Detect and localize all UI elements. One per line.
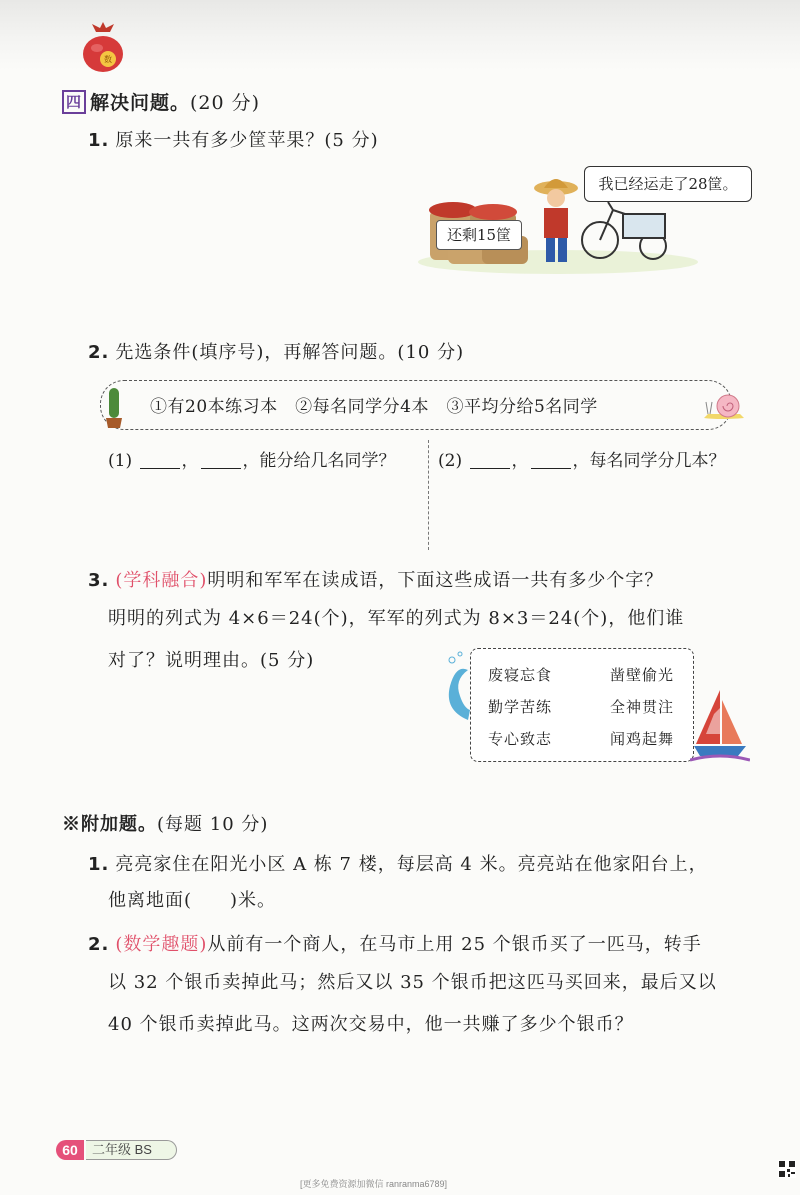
answer-blank[interactable] — [531, 450, 571, 469]
question-number: 2. — [88, 342, 110, 363]
divider — [428, 440, 429, 550]
question-1 — [88, 124, 379, 158]
extra-question-2 — [88, 928, 702, 962]
extra-title-text: ※附加题。 — [62, 814, 157, 835]
conditions-text: ①有20本练习本 ②每名同学分4本 ③平均分给5名同学 — [150, 397, 598, 417]
question-text: 原来一共有多少筐苹果？(5 分) — [115, 130, 379, 151]
question-tag: (学科融合) — [115, 570, 208, 591]
extra-points: (每题 10 分) — [157, 814, 269, 835]
idiom: 凿壁偷光 — [610, 666, 675, 684]
extra-question-2-line-2: 以 32 个银币卖掉此马；然后又以 35 个银币把这匹马买回来，最后又以 — [108, 972, 717, 993]
extra-question-1 — [88, 848, 708, 882]
idiom: 废寝忘食 — [488, 666, 553, 684]
sub-question-2 — [438, 446, 726, 471]
idiom: 闻鸡起舞 — [610, 730, 675, 748]
question-text: 从前有一个商人，在马市上用 25 个银币买了一匹马，转手 — [207, 934, 702, 955]
section-title-text: 解决问题。 — [90, 92, 191, 114]
question-number: 1. — [88, 854, 110, 875]
separator: ， — [511, 451, 529, 471]
idiom: 全神贯注 — [610, 698, 675, 716]
sub-question-text: ，每名同学分几本？ — [572, 451, 726, 471]
grade-label: 二年级 BS — [86, 1140, 177, 1160]
question-text: 先选条件(填序号)，再解答问题。(10 分) — [115, 342, 465, 363]
question-number: 2. — [88, 934, 110, 955]
section-points: (20 分) — [190, 92, 261, 114]
question-3 — [88, 564, 663, 598]
extra-question-2-line-3: 40 个银币卖掉此马。这两次交易中，他一共赚了多少个银币？ — [108, 1014, 634, 1035]
page-number: 60 — [56, 1140, 84, 1160]
sub-question-text: ，能分给几名同学？ — [242, 451, 396, 471]
watermark: [更多免费资源加微信 ranranma6789] — [300, 1179, 448, 1189]
extra-question-1-line-2: 他离地面( )米。 — [108, 890, 277, 911]
question-3-line-2: 明明的列式为 4×6＝24(个)，军军的列式为 8×3＝24(个)，他们谁 — [108, 608, 685, 629]
sub-question-label: (1) — [108, 451, 133, 471]
sub-question-1 — [108, 446, 396, 471]
question-number: 3. — [88, 570, 110, 591]
question-number: 1. — [88, 130, 110, 151]
question-text: 明明和军军在读成语，下面这些成语一共有多少个字？ — [207, 570, 664, 591]
answer-blank[interactable] — [470, 450, 510, 469]
answer-blank[interactable] — [140, 450, 180, 469]
qr-code-icon — [778, 1160, 796, 1178]
speech-bubble: 我已经运走了28筐。 — [584, 166, 752, 202]
sailboat-icon — [690, 684, 750, 764]
farmer-icon — [534, 179, 578, 262]
cactus-icon — [104, 386, 124, 428]
idiom: 勤学苦练 — [488, 698, 553, 716]
question-tag: (数学趣题) — [115, 934, 208, 955]
question-2 — [88, 336, 464, 370]
wave-icon — [440, 650, 472, 722]
snail-icon — [700, 390, 748, 422]
separator: ， — [181, 451, 199, 471]
red-pouch-logo-icon — [78, 22, 128, 74]
section-marker: 四 — [62, 90, 86, 114]
answer-blank[interactable] — [201, 450, 241, 469]
question-text: 亮亮家住在阳光小区 A 栋 7 楼，每层高 4 米。亮亮站在他家阳台上， — [115, 854, 708, 875]
svg-text:数: 数 — [104, 55, 112, 64]
sub-question-label: (2) — [438, 451, 463, 471]
section-title — [62, 88, 260, 115]
idiom: 专心致志 — [488, 730, 553, 748]
extra-section-title — [62, 808, 268, 842]
remaining-sign: 还剩15筐 — [436, 220, 522, 250]
question-3-line-3: 对了？说明理由。(5 分) — [108, 650, 315, 671]
